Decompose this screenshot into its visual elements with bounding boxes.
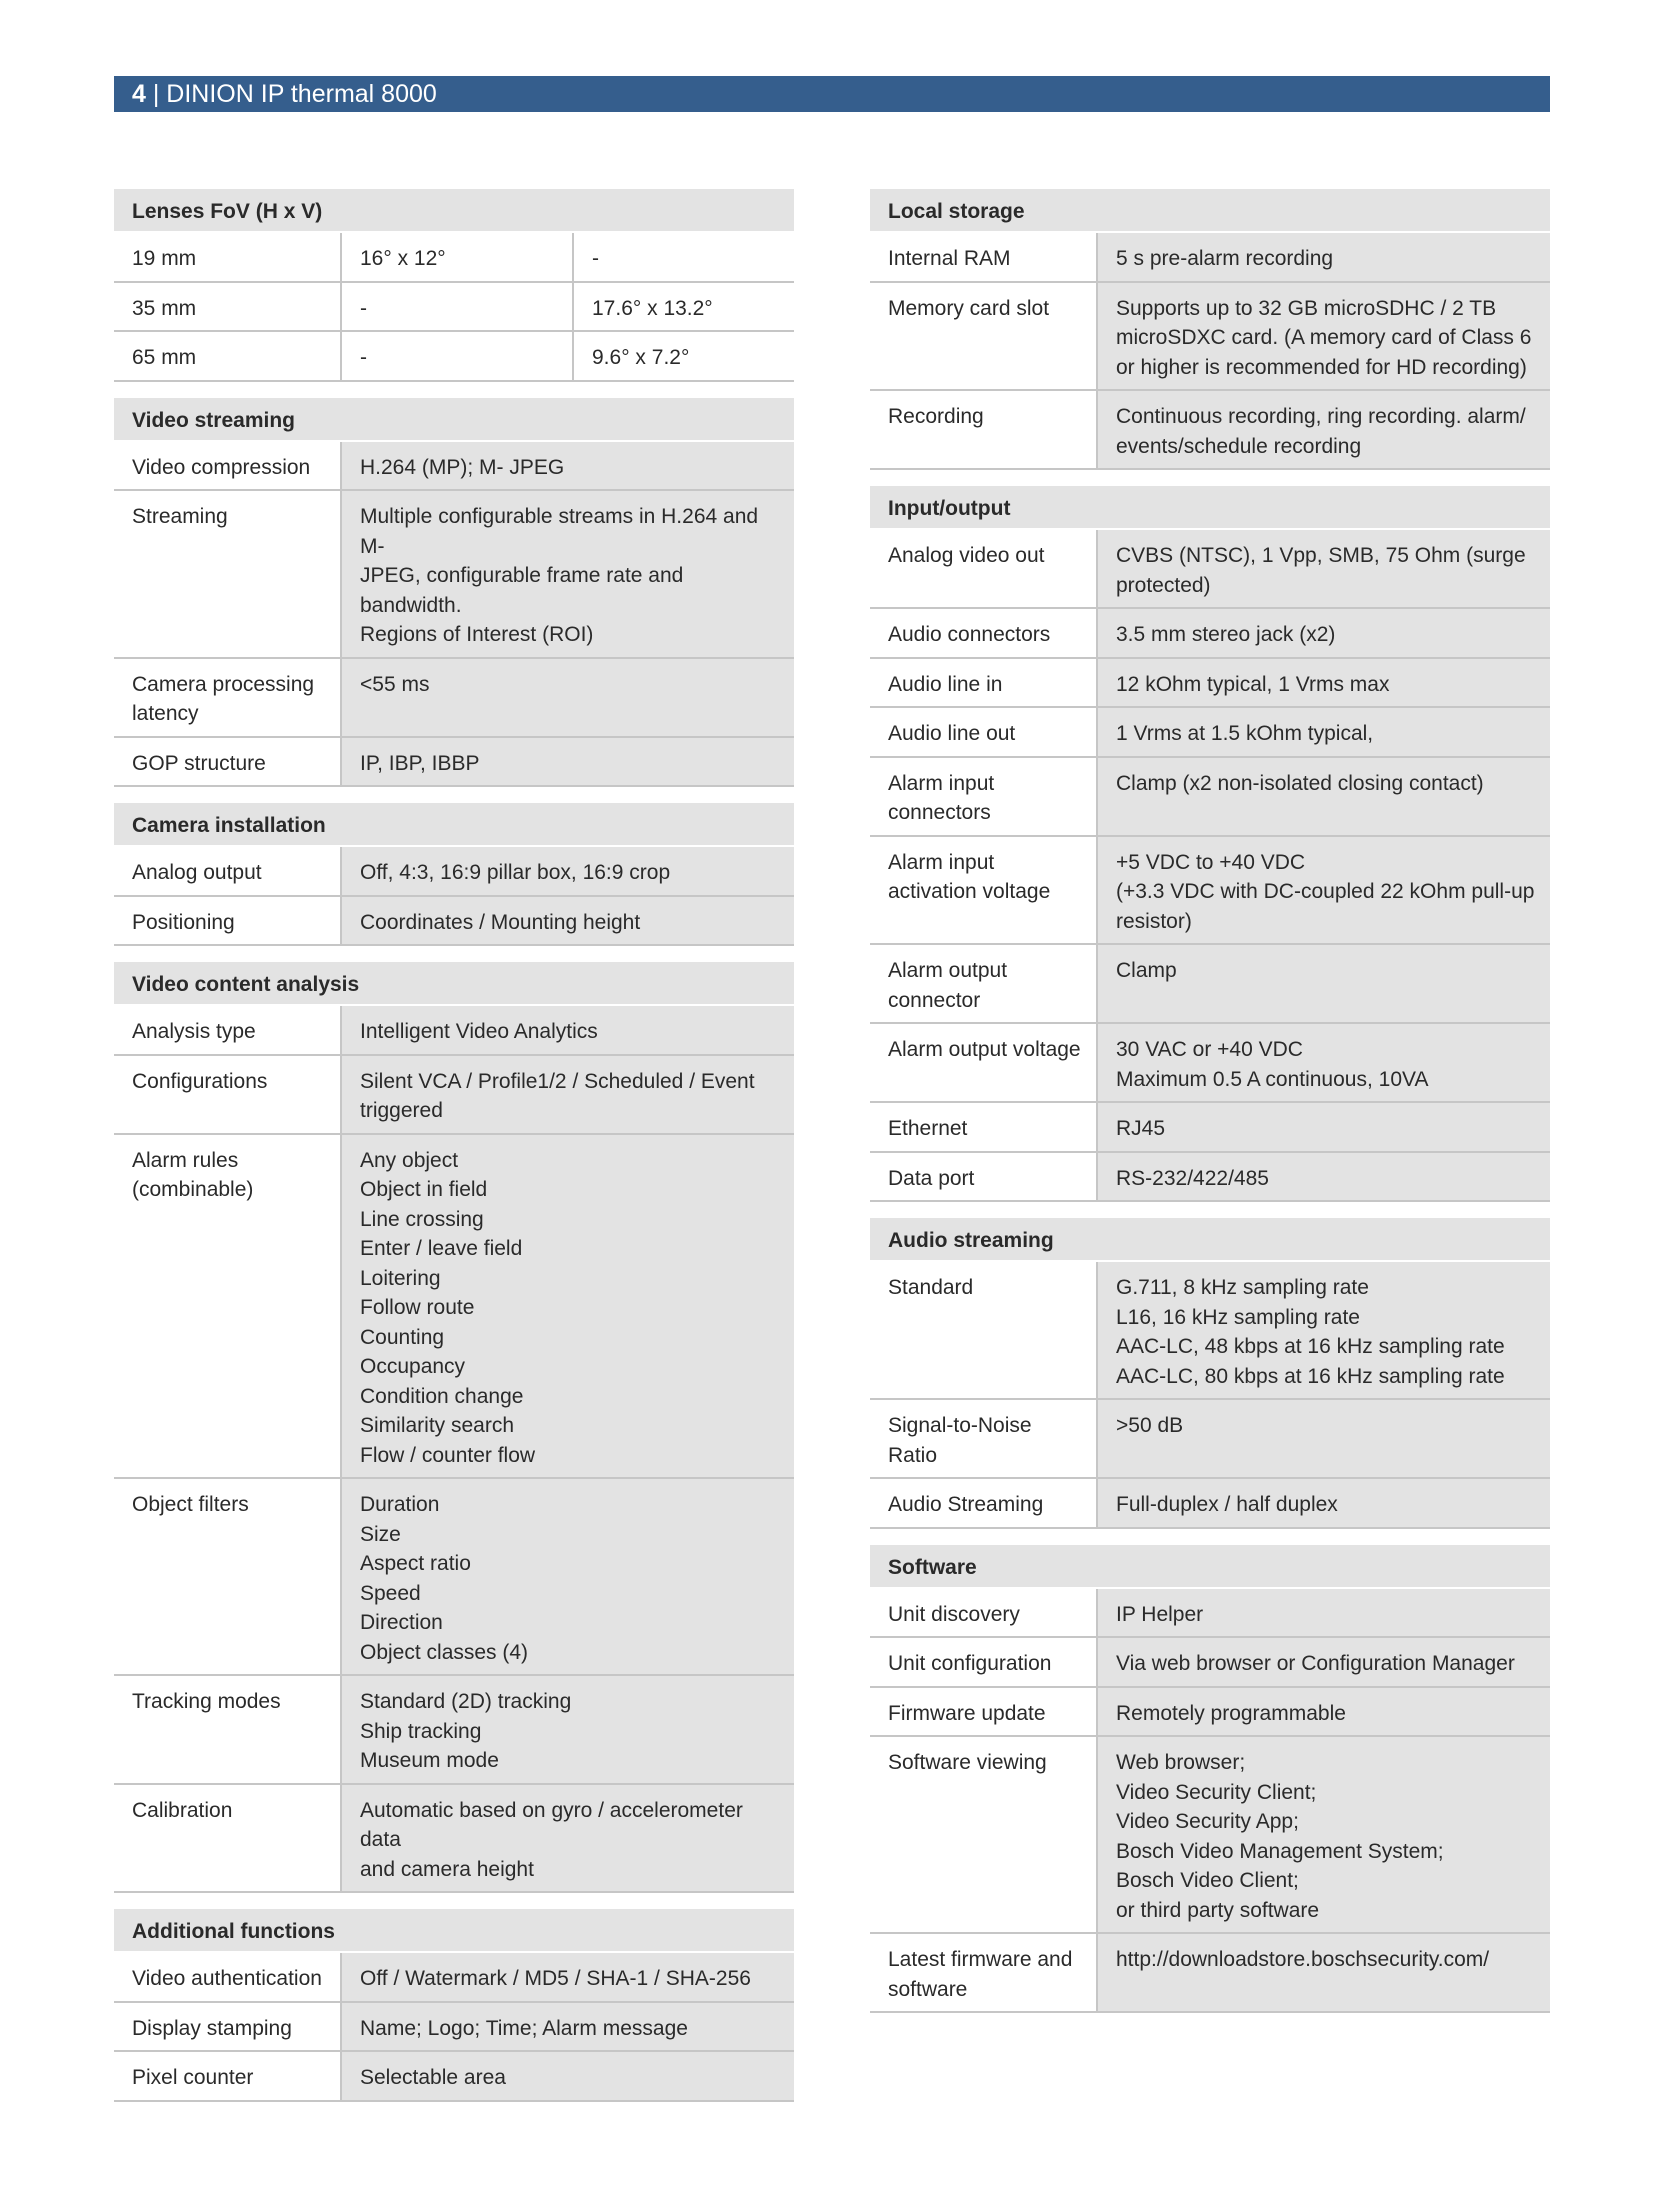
- table-row: [870, 391, 1550, 470]
- table-row: [114, 1676, 794, 1785]
- table-row: [870, 283, 1550, 392]
- table-row: [114, 1479, 794, 1676]
- section-heading: Video streaming: [114, 398, 794, 442]
- spec-label: Object filters: [114, 1479, 342, 1674]
- spec-value: Automatic based on gyro / accelerometer data and camera height: [342, 1785, 794, 1892]
- table-row: [114, 1006, 794, 1056]
- spec-value: Duration Size Aspect ratio Speed Direction Object classes (4): [342, 1479, 794, 1674]
- page-number: 4: [132, 80, 146, 108]
- spec-value: http://downloadstore.boschsecurity.com/: [1098, 1934, 1550, 2011]
- table-row: [870, 708, 1550, 758]
- spec-value: Selectable area: [342, 2052, 794, 2100]
- table-row: [114, 738, 794, 788]
- spec-value: G.711, 8 kHz sampling rate L16, 16 kHz sampling rate AAC-LC, 48 kbps at 16 kHz sampling rate AAC-LC, 80 kbps at 16 kHz sampling rate: [1098, 1262, 1550, 1398]
- spec-label: Memory card slot: [870, 283, 1098, 390]
- spec-value: Name; Logo; Time; Alarm message: [342, 2003, 794, 2051]
- right-column: [870, 189, 1550, 2029]
- table-row: [114, 491, 794, 659]
- spec-label: Display stamping: [114, 2003, 342, 2051]
- spec-label: Audio line in: [870, 659, 1098, 707]
- spec-label: Pixel counter: [114, 2052, 342, 2100]
- section-heading: Video content analysis: [114, 962, 794, 1006]
- spec-value: Coordinates / Mounting height: [342, 897, 794, 945]
- spec-label: Analog video out: [870, 530, 1098, 607]
- spec-value: >50 dB: [1098, 1400, 1550, 1477]
- spec-value: 1 Vrms at 1.5 kOhm typical,: [1098, 708, 1550, 756]
- spec-value: RS-232/422/485: [1098, 1153, 1550, 1201]
- spec-value: Clamp (x2 non-isolated closing contact): [1098, 758, 1550, 835]
- table-row: [114, 1953, 794, 2003]
- spec-value: IP, IBP, IBBP: [342, 738, 794, 786]
- spec-value: H.264 (MP); M- JPEG: [342, 442, 794, 490]
- spec-label: Standard: [870, 1262, 1098, 1398]
- spec-label: Alarm rules (combinable): [114, 1135, 342, 1478]
- spec-value: 12 kOhm typical, 1 Vrms max: [1098, 659, 1550, 707]
- spec-value: Intelligent Video Analytics: [342, 1006, 794, 1054]
- fov-value: -: [342, 332, 574, 380]
- page-header-bar: [114, 76, 1550, 112]
- spec-table-lenses: [114, 189, 794, 382]
- spec-value: Supports up to 32 GB microSDHC / 2 TB microSDXC card. (A memory card of Class 6 or higher is recommended for HD recording): [1098, 283, 1550, 390]
- table-row: [870, 1737, 1550, 1934]
- spec-label: Alarm input connectors: [870, 758, 1098, 835]
- spec-label: Configurations: [114, 1056, 342, 1133]
- section-heading: Additional functions: [114, 1909, 794, 1953]
- spec-label: Positioning: [114, 897, 342, 945]
- spec-label: Signal-to-Noise Ratio: [870, 1400, 1098, 1477]
- table-row: [114, 659, 794, 738]
- table-row: [870, 1400, 1550, 1479]
- fov-value: -: [592, 247, 599, 270]
- spec-label: GOP structure: [114, 738, 342, 786]
- spec-label: Analog output: [114, 847, 342, 895]
- spec-table-software: [870, 1545, 1550, 2014]
- spec-table-audio-streaming: [870, 1218, 1550, 1529]
- table-row: [114, 283, 794, 333]
- spec-value: Silent VCA / Profile1/2 / Scheduled / Event triggered: [342, 1056, 794, 1133]
- spec-value: Off / Watermark / MD5 / SHA-1 / SHA-256: [342, 1953, 794, 2001]
- spec-label: Camera processing latency: [114, 659, 342, 736]
- lens-label: 65 mm: [114, 332, 342, 380]
- spec-label: Ethernet: [870, 1103, 1098, 1151]
- fov-value: 9.6° x 7.2°: [592, 346, 690, 369]
- table-row: [870, 659, 1550, 709]
- spec-value: IP Helper: [1098, 1589, 1550, 1637]
- document-title: | DINION IP thermal 8000: [152, 80, 437, 108]
- spec-value: Full-duplex / half duplex: [1098, 1479, 1550, 1527]
- spec-table-camera-installation: [114, 803, 794, 946]
- spec-label: Analysis type: [114, 1006, 342, 1054]
- spec-table-input-output: [870, 486, 1550, 1202]
- spec-label: Audio line out: [870, 708, 1098, 756]
- table-row: [114, 1785, 794, 1894]
- section-heading: Lenses FoV (H x V): [114, 189, 794, 233]
- table-row: [870, 1688, 1550, 1738]
- table-row: [114, 1135, 794, 1480]
- spec-label: Unit configuration: [870, 1638, 1098, 1686]
- table-row: [870, 1638, 1550, 1688]
- table-row: [114, 442, 794, 492]
- spec-label: Alarm output voltage: [870, 1024, 1098, 1101]
- spec-label: Alarm input activation voltage: [870, 837, 1098, 944]
- section-heading: Software: [870, 1545, 1550, 1589]
- spec-label: Internal RAM: [870, 233, 1098, 281]
- spec-label: Video compression: [114, 442, 342, 490]
- table-row: [870, 837, 1550, 946]
- lens-label: 19 mm: [114, 233, 342, 281]
- section-heading: Audio streaming: [870, 1218, 1550, 1262]
- spec-table-video-streaming: [114, 398, 794, 788]
- spec-label: Firmware update: [870, 1688, 1098, 1736]
- spec-label: Data port: [870, 1153, 1098, 1201]
- spec-label: Video authentication: [114, 1953, 342, 2001]
- spec-value: 5 s pre-alarm recording: [1098, 233, 1550, 281]
- fov-value: 16° x 12°: [342, 233, 574, 281]
- spec-value: Off, 4:3, 16:9 pillar box, 16:9 crop: [342, 847, 794, 895]
- spec-value: +5 VDC to +40 VDC (+3.3 VDC with DC-coupled 22 kOhm pull-up resistor): [1098, 837, 1550, 944]
- table-row: [870, 1024, 1550, 1103]
- left-column: [114, 189, 794, 2118]
- spec-label: Unit discovery: [870, 1589, 1098, 1637]
- table-row: [114, 2052, 794, 2102]
- spec-label: Recording: [870, 391, 1098, 468]
- spec-label: Calibration: [114, 1785, 342, 1892]
- table-row: [114, 2003, 794, 2053]
- table-row: [870, 1479, 1550, 1529]
- table-row: [870, 1589, 1550, 1639]
- spec-value: Any object Object in field Line crossing Enter / leave field Loitering Follow route Counting Occupancy Condition change Similarity search Flow / counter flow: [342, 1135, 794, 1478]
- spec-value: Web browser; Video Security Client; Video Security App; Bosch Video Management System; Bosch Video Client; or third party software: [1098, 1737, 1550, 1932]
- spec-value: 30 VAC or +40 VDC Maximum 0.5 A continuous, 10VA: [1098, 1024, 1550, 1101]
- spec-table-local-storage: [870, 189, 1550, 470]
- spec-value: Clamp: [1098, 945, 1550, 1022]
- section-heading: Local storage: [870, 189, 1550, 233]
- table-row: [870, 1103, 1550, 1153]
- spec-value: Via web browser or Configuration Manager: [1098, 1638, 1550, 1686]
- spec-label: Streaming: [114, 491, 342, 657]
- table-row: [870, 758, 1550, 837]
- section-heading: Camera installation: [114, 803, 794, 847]
- spec-table-additional-functions: [114, 1909, 794, 2102]
- right-sections: [870, 189, 1550, 2013]
- table-row: [870, 945, 1550, 1024]
- spec-label: Audio connectors: [870, 609, 1098, 657]
- spec-value: 3.5 mm stereo jack (x2): [1098, 609, 1550, 657]
- spec-table-video-content-analysis: [114, 962, 794, 1893]
- spec-value: Standard (2D) tracking Ship tracking Museum mode: [342, 1676, 794, 1783]
- table-row: [114, 847, 794, 897]
- section-heading: Input/output: [870, 486, 1550, 530]
- fov-value: -: [342, 283, 574, 331]
- table-row: [870, 1153, 1550, 1203]
- table-row: [870, 1934, 1550, 2013]
- table-row: [114, 332, 794, 382]
- table-row: [870, 233, 1550, 283]
- fov-value: 17.6° x 13.2°: [592, 296, 713, 320]
- table-row: [870, 1262, 1550, 1400]
- spec-label: Alarm output connector: [870, 945, 1098, 1022]
- table-row: [870, 530, 1550, 609]
- left-sections: [114, 398, 794, 2102]
- spec-value: CVBS (NTSC), 1 Vpp, SMB, 75 Ohm (surge protected): [1098, 530, 1550, 607]
- spec-label: Tracking modes: [114, 1676, 342, 1783]
- table-row: [114, 897, 794, 947]
- spec-value: Continuous recording, ring recording. alarm/ events/schedule recording: [1098, 391, 1550, 468]
- spec-value: Remotely programmable: [1098, 1688, 1550, 1736]
- spec-value: RJ45: [1098, 1103, 1550, 1151]
- lens-label: 35 mm: [114, 283, 342, 331]
- spec-label: Audio Streaming: [870, 1479, 1098, 1527]
- table-row: [114, 1056, 794, 1135]
- table-row: [114, 233, 794, 283]
- spec-label: Software viewing: [870, 1737, 1098, 1932]
- spec-value: <55 ms: [342, 659, 794, 736]
- spec-value: Multiple configurable streams in H.264 and M- JPEG, configurable frame rate and bandwidth. Regions of Interest (ROI): [342, 491, 794, 657]
- table-row: [870, 609, 1550, 659]
- spec-label: Latest firmware and software: [870, 1934, 1098, 2011]
